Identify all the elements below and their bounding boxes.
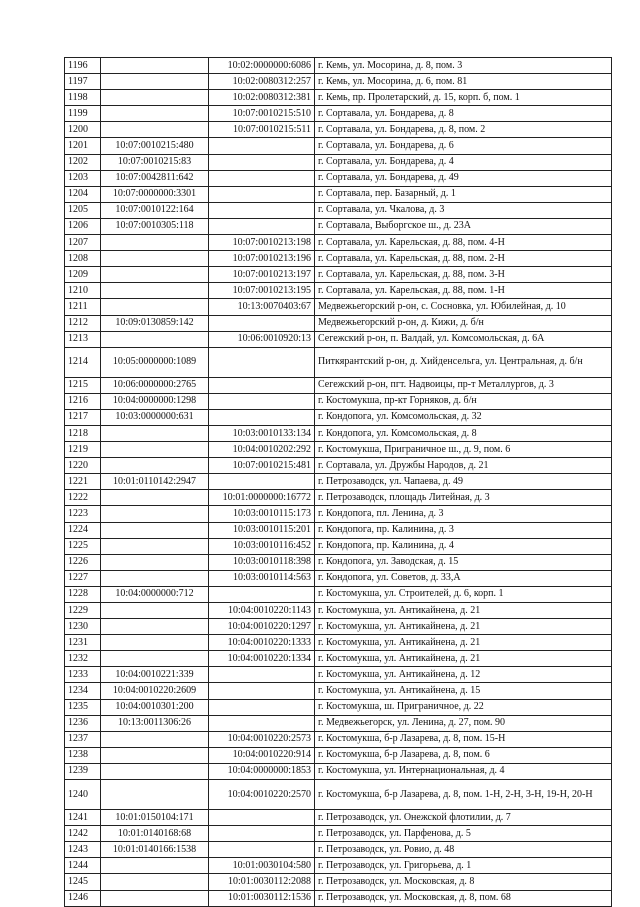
address-cell: г. Медвежьегорск, ул. Ленина, д. 27, пом. 90 [315,715,612,731]
cadastral-number-cell [209,186,315,202]
table-row [65,619,612,635]
address-cell: г. Сортавала, ул. Карельская, д. 88, пом. 4-Н [315,235,612,251]
cadastral-number-cell [209,170,315,186]
cadastral-number-cell [209,842,315,858]
table-row [65,186,612,202]
cadastral-number-cell: 10:01:0030104:580 [209,858,315,874]
cadastral-number-cell [101,235,209,251]
table-row [65,267,612,283]
table-row [65,235,612,251]
table-row [65,58,612,74]
table-row [65,90,612,106]
table-row [65,874,612,890]
cadastral-number-cell: 10:07:0010213:195 [209,283,315,299]
cadastral-number-cell [101,522,209,538]
table-row [65,780,612,810]
address-cell: г. Петрозаводск, ул. Григорьева, д. 1 [315,858,612,874]
address-cell: г. Костомукша, пр-кт Горняков, д. б/н [315,393,612,409]
table-row [65,393,612,409]
cadastral-number-cell [209,315,315,331]
table-row [65,315,612,331]
table-row [65,251,612,267]
cadastral-number-cell [101,554,209,570]
cadastral-number-cell [101,763,209,779]
row-number-cell: 1216 [65,393,101,409]
table-row [65,538,612,554]
address-cell: г. Петрозаводск, ул. Чапаева, д. 49 [315,474,612,490]
row-number-cell: 1225 [65,538,101,554]
row-number-cell: 1199 [65,106,101,122]
cadastral-number-cell [101,299,209,315]
cadastral-number-cell: 10:07:0010215:481 [209,458,315,474]
table-row [65,409,612,425]
table-row [65,858,612,874]
table-row [65,603,612,619]
cadastral-number-cell [101,603,209,619]
cadastral-number-cell [209,393,315,409]
address-cell: г. Петрозаводск, ул. Московская, д. 8, пом. 68 [315,890,612,906]
cadastral-number-cell [101,122,209,138]
cadastral-number-cell: 10:04:0010220:1334 [209,651,315,667]
row-number-cell: 1221 [65,474,101,490]
address-cell: г. Петрозаводск, ул. Московская, д. 8 [315,874,612,890]
address-cell: Питкярантский р-он, д. Хийденсельга, ул. Центральная, д. б/н [315,347,612,377]
table-row [65,218,612,234]
table-row [65,299,612,315]
cadastral-number-cell [101,635,209,651]
row-number-cell: 1200 [65,122,101,138]
cadastral-number-cell: 10:05:0000000:1089 [101,347,209,377]
cadastral-number-cell [101,506,209,522]
cadastral-number-cell [101,731,209,747]
row-number-cell: 1240 [65,780,101,810]
address-cell: г. Костомукша, б-р Лазарева, д. 8, пом. 15-Н [315,731,612,747]
table-body [65,58,612,907]
table-row [65,474,612,490]
table-row [65,170,612,186]
address-cell: г. Петрозаводск, ул. Парфенова, д. 5 [315,826,612,842]
cadastral-number-cell: 10:04:0010220:2573 [209,731,315,747]
table-row [65,122,612,138]
address-cell: г. Костомукша, ул. Строителей, д. 6, корп. 1 [315,586,612,602]
cadastral-number-cell: 10:03:0000000:631 [101,409,209,425]
row-number-cell: 1227 [65,570,101,586]
row-number-cell: 1220 [65,458,101,474]
cadastral-number-cell: 10:04:0010220:1297 [209,619,315,635]
cadastral-number-cell [101,780,209,810]
address-cell: г. Костомукша, ш. Приграничное, д. 22 [315,699,612,715]
cadastral-number-cell: 10:04:0010220:1143 [209,603,315,619]
cadastral-number-cell: 10:01:0030112:1536 [209,890,315,906]
table-row [65,570,612,586]
cadastral-number-cell [101,58,209,74]
cadastral-number-cell: 10:03:0010133:134 [209,425,315,441]
table-row [65,106,612,122]
cadastral-number-cell [101,74,209,90]
address-cell: г. Сортавала, ул. Бондарева, д. 4 [315,154,612,170]
table-row [65,377,612,393]
address-cell: г. Костомукша, б-р Лазарева, д. 8, пом. 6 [315,747,612,763]
address-cell: Сегежский р-он, п. Валдай, ул. Комсомольская, д. 6А [315,331,612,347]
address-cell: г. Сортавала, пер. Базарный, д. 1 [315,186,612,202]
address-cell: г. Петрозаводск, площадь Литейная, д. 3 [315,490,612,506]
cadastral-number-cell [101,538,209,554]
table-row [65,731,612,747]
cadastral-number-cell: 10:04:0000000:712 [101,586,209,602]
address-cell: г. Кондопога, ул. Комсомольская, д. 8 [315,425,612,441]
row-number-cell: 1207 [65,235,101,251]
row-number-cell: 1203 [65,170,101,186]
cadastral-number-cell [209,715,315,731]
address-cell: г. Костомукша, б-р Лазарева, д. 8, пом. 1-Н, 2-Н, 3-Н, 19-Н, 20-Н [315,780,612,810]
table-row [65,490,612,506]
row-number-cell: 1226 [65,554,101,570]
cadastral-number-cell: 10:07:0010213:197 [209,267,315,283]
address-cell: г. Кондопога, пр. Калинина, д. 4 [315,538,612,554]
address-cell: г. Сортавала, ул. Бондарева, д. 49 [315,170,612,186]
table-row [65,890,612,906]
cadastral-number-cell [209,474,315,490]
cadastral-number-cell: 10:04:0010220:914 [209,747,315,763]
cadastral-number-cell: 10:03:0010115:201 [209,522,315,538]
row-number-cell: 1233 [65,667,101,683]
row-number-cell: 1234 [65,683,101,699]
cadastral-number-cell [101,570,209,586]
cadastral-number-cell: 10:04:0010221:339 [101,667,209,683]
address-cell: г. Сортавала, ул. Чкалова, д. 3 [315,202,612,218]
cadastral-number-cell [101,651,209,667]
cadastral-number-cell [209,826,315,842]
table-row [65,347,612,377]
row-number-cell: 1215 [65,377,101,393]
table-row [65,699,612,715]
address-cell: г. Костомукша, ул. Интернациональная, д. 4 [315,763,612,779]
table-row [65,554,612,570]
address-cell: Медвежьегорский р-он, д. Кижи, д. б/н [315,315,612,331]
row-number-cell: 1222 [65,490,101,506]
cadastral-number-cell [209,347,315,377]
cadastral-number-cell [101,490,209,506]
address-cell: г. Костомукша, ул. Антикайнена, д. 15 [315,683,612,699]
cadastral-number-cell: 10:03:0010116:452 [209,538,315,554]
cadastral-number-cell: 10:01:0140166:1538 [101,842,209,858]
table-row [65,442,612,458]
row-number-cell: 1217 [65,409,101,425]
cadastral-number-cell [209,586,315,602]
address-cell: г. Сортавала, ул. Карельская, д. 88, пом. 1-Н [315,283,612,299]
cadastral-number-cell: 10:02:0000000:6086 [209,58,315,74]
row-number-cell: 1201 [65,138,101,154]
address-cell: г. Сортавала, ул. Бондарева, д. 8 [315,106,612,122]
address-cell: г. Костомукша, Приграничное ш., д. 9, пом. 6 [315,442,612,458]
address-cell: г. Сортавала, Выборгское ш., д. 23А [315,218,612,234]
address-cell: г. Костомукша, ул. Антикайнена, д. 21 [315,619,612,635]
cadastral-number-cell: 10:02:0080312:257 [209,74,315,90]
address-cell: г. Кондопога, пл. Ленина, д. 3 [315,506,612,522]
table-row [65,586,612,602]
row-number-cell: 1204 [65,186,101,202]
cadastral-number-cell [101,267,209,283]
address-cell: г. Сортавала, ул. Карельская, д. 88, пом. 2-Н [315,251,612,267]
cadastral-number-cell: 10:07:0010213:196 [209,251,315,267]
row-number-cell: 1244 [65,858,101,874]
address-cell: г. Костомукша, ул. Антикайнена, д. 21 [315,603,612,619]
cadastral-number-cell: 10:02:0080312:381 [209,90,315,106]
table-row [65,810,612,826]
cadastral-number-cell [209,218,315,234]
row-number-cell: 1243 [65,842,101,858]
address-cell: г. Сортавала, ул. Карельская, д. 88, пом. 3-Н [315,267,612,283]
row-number-cell: 1206 [65,218,101,234]
cadastral-number-cell [209,138,315,154]
row-number-cell: 1212 [65,315,101,331]
row-number-cell: 1235 [65,699,101,715]
cadastral-number-cell: 10:04:0000000:1853 [209,763,315,779]
address-cell: г. Кондопога, ул. Заводская, д. 15 [315,554,612,570]
cadastral-number-cell: 10:09:0130859:142 [101,315,209,331]
cadastral-number-cell: 10:04:0010301:200 [101,699,209,715]
table-row [65,506,612,522]
row-number-cell: 1232 [65,651,101,667]
cadastral-number-cell [209,667,315,683]
cadastral-number-cell: 10:07:0010215:510 [209,106,315,122]
table-row [65,842,612,858]
property-table [64,57,612,907]
row-number-cell: 1210 [65,283,101,299]
row-number-cell: 1231 [65,635,101,651]
cadastral-number-cell [209,202,315,218]
row-number-cell: 1219 [65,442,101,458]
cadastral-number-cell [101,442,209,458]
cadastral-number-cell: 10:01:0140168:68 [101,826,209,842]
address-cell: г. Сортавала, ул. Бондарева, д. 6 [315,138,612,154]
cadastral-number-cell [101,106,209,122]
row-number-cell: 1237 [65,731,101,747]
row-number-cell: 1229 [65,603,101,619]
address-cell: г. Петрозаводск, ул. Ровио, д. 48 [315,842,612,858]
cadastral-number-cell [209,409,315,425]
cadastral-number-cell: 10:07:0010215:480 [101,138,209,154]
address-cell: г. Сортавала, ул. Дружбы Народов, д. 21 [315,458,612,474]
row-number-cell: 1236 [65,715,101,731]
table-row [65,763,612,779]
cadastral-number-cell [209,810,315,826]
row-number-cell: 1245 [65,874,101,890]
table-row [65,74,612,90]
cadastral-number-cell [101,747,209,763]
cadastral-number-cell: 10:03:0010114:563 [209,570,315,586]
address-cell: г. Сортавала, ул. Бондарева, д. 8, пом. 2 [315,122,612,138]
table-row [65,138,612,154]
row-number-cell: 1196 [65,58,101,74]
address-cell: г. Петрозаводск, ул. Онежской флотилии, д. 7 [315,810,612,826]
cadastral-number-cell: 10:06:0000000:2765 [101,377,209,393]
address-cell: г. Костомукша, ул. Антикайнена, д. 12 [315,667,612,683]
row-number-cell: 1239 [65,763,101,779]
table-row [65,667,612,683]
cadastral-number-cell [209,699,315,715]
table-row [65,331,612,347]
address-cell: Сегежский р-он, пгт. Надвоицы, пр-т Металлургов, д. 3 [315,377,612,393]
address-cell: Медвежьегорский р-он, с. Сосновка, ул. Юбилейная, д. 10 [315,299,612,315]
row-number-cell: 1213 [65,331,101,347]
row-number-cell: 1198 [65,90,101,106]
row-number-cell: 1197 [65,74,101,90]
address-cell: г. Кемь, пр. Пролетарский, д. 15, корп. б, пом. 1 [315,90,612,106]
cadastral-number-cell [101,90,209,106]
address-cell: г. Кондопога, ул. Советов, д. 33,А [315,570,612,586]
row-number-cell: 1209 [65,267,101,283]
cadastral-number-cell: 10:03:0010115:173 [209,506,315,522]
table-row [65,635,612,651]
cadastral-number-cell: 10:06:0010920:13 [209,331,315,347]
row-number-cell: 1202 [65,154,101,170]
table-row [65,425,612,441]
cadastral-number-cell: 10:04:0000000:1298 [101,393,209,409]
cadastral-number-cell: 10:13:0070403:67 [209,299,315,315]
cadastral-number-cell: 10:07:0010122:164 [101,202,209,218]
row-number-cell: 1208 [65,251,101,267]
table-row [65,651,612,667]
cadastral-number-cell: 10:07:0010305:118 [101,218,209,234]
table-row [65,683,612,699]
row-number-cell: 1242 [65,826,101,842]
table-row [65,522,612,538]
row-number-cell: 1246 [65,890,101,906]
row-number-cell: 1241 [65,810,101,826]
cadastral-number-cell [101,251,209,267]
cadastral-number-cell: 10:07:0042811:642 [101,170,209,186]
row-number-cell: 1205 [65,202,101,218]
cadastral-number-cell [101,331,209,347]
table-row [65,154,612,170]
cadastral-number-cell: 10:04:0010220:2570 [209,780,315,810]
cadastral-number-cell: 10:04:0010202:292 [209,442,315,458]
table-row [65,747,612,763]
address-cell: г. Костомукша, ул. Антикайнена, д. 21 [315,651,612,667]
cadastral-number-cell [101,858,209,874]
address-cell: г. Костомукша, ул. Антикайнена, д. 21 [315,635,612,651]
cadastral-number-cell: 10:01:0150104:171 [101,810,209,826]
cadastral-number-cell [209,683,315,699]
row-number-cell: 1218 [65,425,101,441]
cadastral-number-cell [101,458,209,474]
cadastral-number-cell: 10:04:0010220:1333 [209,635,315,651]
cadastral-number-cell: 10:07:0000000:3301 [101,186,209,202]
cadastral-number-cell [209,154,315,170]
row-number-cell: 1228 [65,586,101,602]
table-row [65,826,612,842]
row-number-cell: 1223 [65,506,101,522]
cadastral-number-cell: 10:03:0010118:398 [209,554,315,570]
cadastral-number-cell: 10:01:0000000:16772 [209,490,315,506]
address-cell: г. Кемь, ул. Мосорина, д. 8, пом. 3 [315,58,612,74]
cadastral-number-cell [209,377,315,393]
cadastral-number-cell: 10:01:0110142:2947 [101,474,209,490]
cadastral-number-cell: 10:04:0010220:2609 [101,683,209,699]
table-row [65,715,612,731]
row-number-cell: 1238 [65,747,101,763]
address-cell: г. Кемь, ул. Мосорина, д. 6, пом. 81 [315,74,612,90]
table-row [65,283,612,299]
table-row [65,458,612,474]
cadastral-number-cell [101,890,209,906]
cadastral-number-cell: 10:07:0010213:198 [209,235,315,251]
cadastral-number-cell: 10:01:0030112:2088 [209,874,315,890]
cadastral-number-cell: 10:07:0010215:511 [209,122,315,138]
address-cell: г. Кондопога, ул. Комсомольская, д. 32 [315,409,612,425]
cadastral-number-cell [101,425,209,441]
cadastral-number-cell: 10:13:0011306:26 [101,715,209,731]
cadastral-number-cell [101,619,209,635]
row-number-cell: 1214 [65,347,101,377]
cadastral-number-cell [101,874,209,890]
table-row [65,202,612,218]
cadastral-number-cell: 10:07:0010215:83 [101,154,209,170]
address-cell: г. Кондопога, пр. Калинина, д. 3 [315,522,612,538]
row-number-cell: 1211 [65,299,101,315]
row-number-cell: 1224 [65,522,101,538]
cadastral-number-cell [101,283,209,299]
row-number-cell: 1230 [65,619,101,635]
